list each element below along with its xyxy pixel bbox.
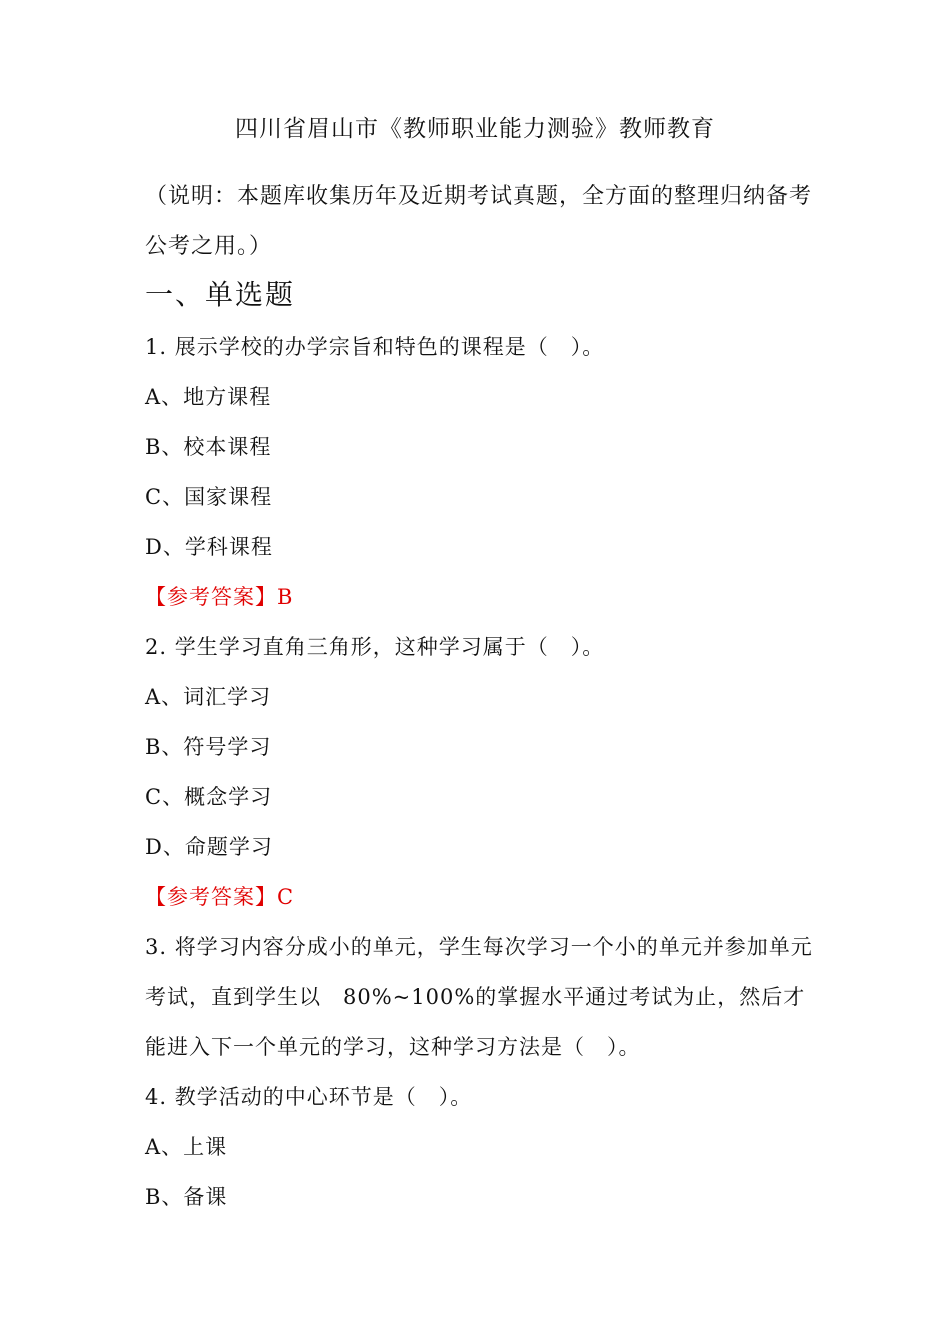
question-list <box>145 322 813 1222</box>
document-title: 四川省眉山市《教师职业能力测验》教师教育 <box>235 116 715 142</box>
question-2-answer: 【参考答案】C <box>145 885 295 909</box>
section-heading: 一、单选题 <box>145 278 296 311</box>
question-1-option-b: B、校本课程 <box>145 435 272 459</box>
question-1-answer: 【参考答案】B <box>145 585 294 609</box>
intro-note: （说明：本题库收集历年及近期考试真题，全方面的整理归纳备考公考之用。） <box>145 184 813 259</box>
question-1-option-d: D、学科课程 <box>145 535 273 559</box>
question-2-option-a: A、词汇学习 <box>145 685 272 709</box>
question-4: 4. 教学活动的中心环节是（ ）。 <box>145 1085 473 1109</box>
question-2-option-d: D、命题学习 <box>145 835 273 859</box>
question-4-option-b: B、备课 <box>145 1185 228 1209</box>
question-2-option-b: B、符号学习 <box>145 735 272 759</box>
question-2-option-c: C、概念学习 <box>145 785 273 809</box>
question-2: 2. 学生学习直角三角形，这种学习属于（ ）。 <box>145 635 605 659</box>
question-4-option-a: A、上课 <box>145 1135 228 1159</box>
question-1: 1. 展示学校的办学宗旨和特色的课程是（ ）。 <box>145 335 605 359</box>
question-1-option-a: A、地方课程 <box>145 385 272 409</box>
question-3: 3. 将学习内容分成小的单元，学生每次学习一个小的单元并参加单元考试，直到学生以 80%~100%的掌握水平通过考试为止，然后才能进入下一个单元的学习，这种学习方法是（ ）。 <box>145 935 813 1059</box>
question-1-option-c: C、国家课程 <box>145 485 273 509</box>
